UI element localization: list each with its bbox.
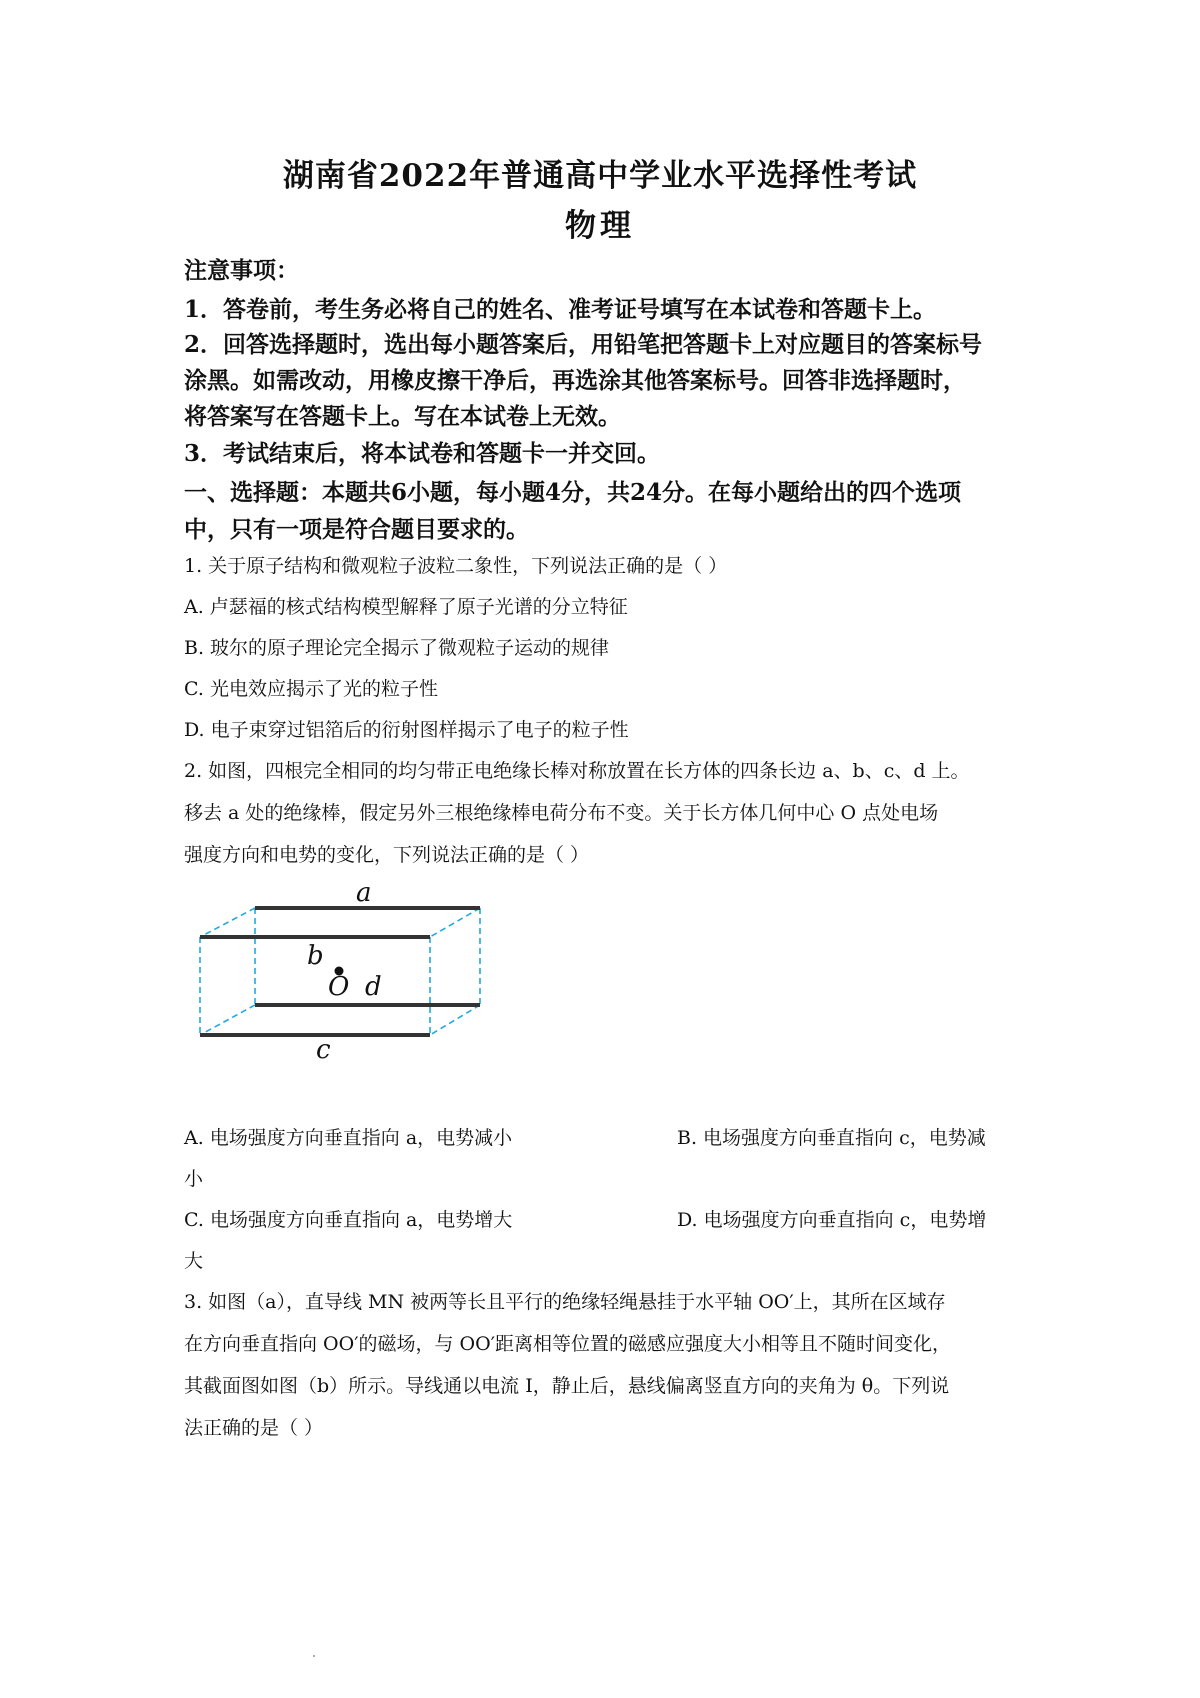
q2-option-b: B. 电场强度方向垂直指向 c，电势减	[677, 1127, 986, 1149]
q1-option-b: B. 玻尔的原子理论完全揭示了微观粒子运动的规律	[184, 637, 610, 659]
section-heading: 一、选择题：本题共6小题，每小题4分，共24分。在每小题给出的四个选项	[184, 479, 962, 506]
q2-option-d: D. 电场强度方向垂直指向 c，电势增	[677, 1209, 987, 1231]
q3-stem-line: 法正确的是（ ）	[184, 1417, 324, 1439]
notice-line: 2．回答选择题时，选出每小题答案后，用铅笔把答题卡上对应题目的答案标号	[184, 331, 983, 358]
label-d: d	[365, 972, 382, 1002]
q2-stem-line: 2. 如图，四根完全相同的均匀带正电绝缘长棒对称放置在长方体的四条长边 a、b、c、d 上。	[184, 760, 970, 782]
exam-title: 湖南省2022年普通高中学业水平选择性考试	[282, 158, 918, 194]
q2-stem-line: 移去 a 处的绝缘棒，假定另外三根绝缘棒电荷分布不变。关于长方体几何中心 O 点处电场	[184, 802, 939, 824]
q3-stem-line: 3. 如图（a），直导线 MN 被两等长且平行的绝缘轻绳悬挂于水平轴 OO′上，其所在区域存	[184, 1291, 946, 1313]
q1-option-c: C. 光电效应揭示了光的粒子性	[184, 678, 438, 700]
q2-option-a-wrap: 小	[184, 1168, 204, 1190]
footer-mark	[313, 1655, 315, 1657]
label-c: c	[316, 1035, 331, 1065]
notice-line: 1．答卷前，考生务必将自己的姓名、准考证号填写在本试卷和答题卡上。	[184, 296, 937, 323]
q3-stem-line: 在方向垂直指向 OO′的磁场，与 OO′距离相等位置的磁感应强度大小相等且不随时间变化，	[184, 1333, 952, 1355]
q2-stem-line: 强度方向和电势的变化，下列说法正确的是（ ）	[184, 844, 590, 866]
notice-heading: 注意事项：	[184, 257, 299, 284]
section-heading: 中，只有一项是符合题目要求的。	[184, 516, 529, 543]
notice-line: 将答案写在答题卡上。写在本试卷上无效。	[184, 403, 621, 430]
cuboid-figure	[195, 880, 495, 1065]
q2-option-a: A. 电场强度方向垂直指向 a，电势减小	[184, 1127, 513, 1149]
subject-title: 物理	[565, 208, 635, 244]
notice-line: 涂黑。如需改动，用橡皮擦干净后，再选涂其他答案标号。回答非选择题时，	[184, 367, 966, 394]
notice-line: 3．考试结束后，将本试卷和答题卡一并交回。	[184, 440, 661, 467]
q1-stem: 1. 关于原子结构和微观粒子波粒二象性，下列说法正确的是（ ）	[184, 555, 728, 577]
q1-option-a: A. 卢瑟福的核式结构模型解释了原子光谱的分立特征	[184, 596, 628, 618]
label-o: O	[328, 972, 350, 1002]
label-b: b	[307, 941, 324, 971]
q1-option-d: D. 电子束穿过铝箔后的衍射图样揭示了电子的粒子性	[184, 719, 629, 741]
q2-option-c-wrap: 大	[184, 1250, 204, 1272]
label-a: a	[356, 880, 372, 908]
q2-option-c: C. 电场强度方向垂直指向 a，电势增大	[184, 1209, 513, 1231]
q3-stem-line: 其截面图如图（b）所示。导线通以电流 I，静止后，悬线偏离竖直方向的夹角为 θ。下列说	[184, 1375, 950, 1397]
